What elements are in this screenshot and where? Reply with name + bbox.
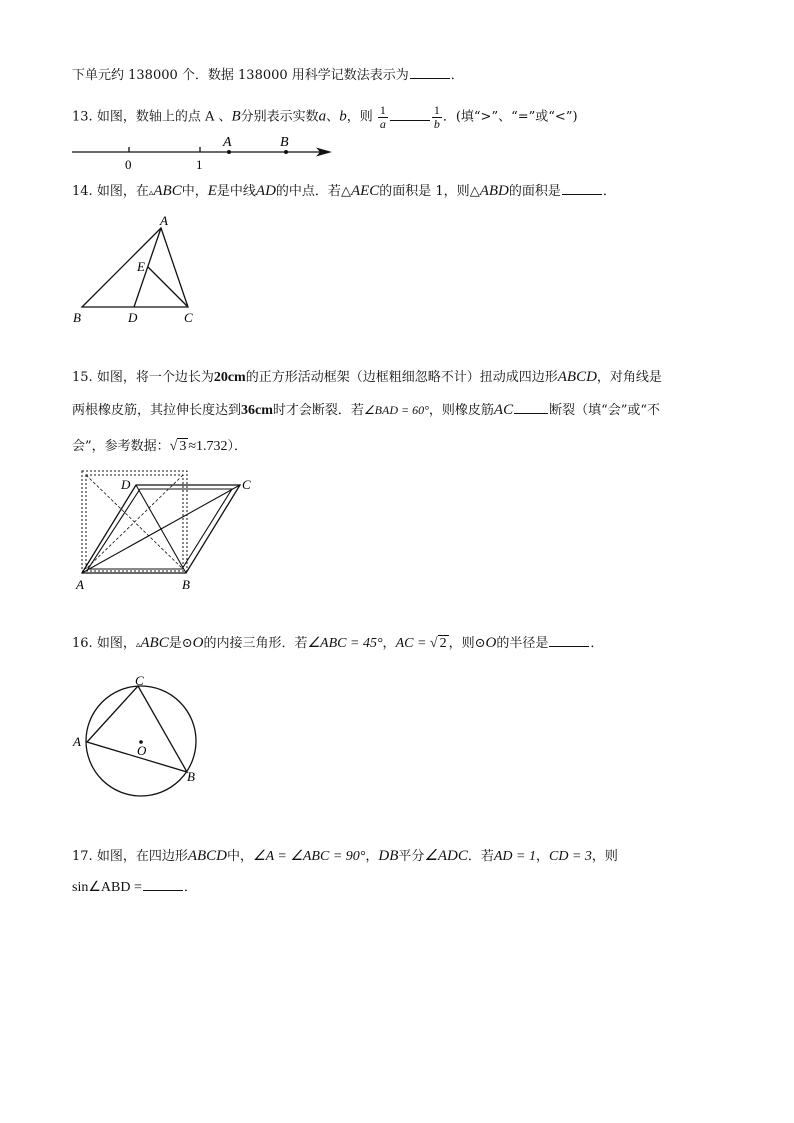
question-number: 16. bbox=[72, 636, 93, 651]
sqrt-symbol: √ bbox=[169, 439, 178, 454]
q17-db: DB bbox=[378, 848, 399, 864]
label-c: C bbox=[135, 673, 144, 688]
inscribed-triangle bbox=[87, 686, 187, 772]
label-b: B bbox=[187, 769, 195, 784]
q14-ad: AD bbox=[255, 183, 276, 199]
question-number: 13. bbox=[72, 109, 93, 125]
label-c: C bbox=[242, 477, 251, 492]
triangle-symbol: ▵ bbox=[148, 188, 154, 198]
q14-t6: 的面积是 bbox=[508, 184, 561, 199]
q17-t1: 如图，在四边形 bbox=[96, 849, 188, 864]
q15-l1-c: ，对角线是 bbox=[596, 370, 662, 385]
triangle-abc-figure bbox=[70, 210, 210, 328]
q15-abcd: ABCD bbox=[557, 369, 597, 385]
q16-line bbox=[72, 636, 603, 651]
label-a: A bbox=[223, 135, 232, 150]
label-o: O bbox=[137, 743, 147, 758]
q16-t6: 的半径是 bbox=[496, 636, 549, 651]
q15-len1: 20cm bbox=[213, 370, 246, 385]
q16-t3: 的内接三角形．若 bbox=[203, 636, 308, 651]
label-a: A bbox=[73, 734, 81, 749]
frac-den: a bbox=[379, 116, 386, 131]
question-number: 14. bbox=[72, 184, 93, 199]
q17-t6: ， bbox=[535, 849, 549, 864]
triangle-symbol: △ bbox=[340, 184, 351, 199]
q15-ac: AC bbox=[493, 402, 514, 418]
q13-b-var: B bbox=[231, 108, 241, 125]
q14-t1: 如图，在 bbox=[96, 184, 149, 199]
q15-answer-blank[interactable] bbox=[514, 413, 548, 414]
q16-abc: ABC bbox=[140, 635, 169, 651]
q15-angle: ∠BAD = 60° bbox=[363, 403, 429, 417]
q15-l2-d: 断裂（填“会”或“不 bbox=[549, 403, 661, 418]
circle-symbol: ⊙ bbox=[181, 636, 193, 651]
frac-den: b bbox=[433, 116, 440, 131]
q14-period: ． bbox=[602, 184, 616, 199]
q13-b-sym: b bbox=[339, 108, 347, 125]
segment-ec bbox=[148, 267, 188, 307]
q16-t4: ， bbox=[382, 636, 396, 651]
q17-angles: ∠A = ∠ABC = 90° bbox=[253, 849, 366, 864]
q15-l2-c: ，则橡皮筋 bbox=[428, 403, 494, 418]
q13-text-b: 分别表示实数 bbox=[240, 109, 319, 125]
q16-angle: ∠ABC = 45° bbox=[307, 636, 383, 651]
circle-figure bbox=[70, 672, 210, 802]
q15-line-1 bbox=[72, 370, 662, 385]
q14-line bbox=[72, 184, 616, 199]
sqrt-value: 3 bbox=[179, 439, 187, 454]
label-b: B bbox=[73, 310, 81, 325]
q15-approx: ≈1.732 bbox=[188, 439, 228, 454]
q12-line bbox=[72, 69, 464, 82]
q16-t2: 是 bbox=[168, 636, 182, 651]
label-d: D bbox=[121, 477, 131, 492]
triangle-symbol: ▵ bbox=[135, 640, 141, 650]
diagonal-bd bbox=[136, 485, 186, 573]
q12-text: 下单元约 138000 个．数据 138000 用科学记数法表示为 bbox=[72, 68, 409, 83]
q16-o2: O bbox=[485, 635, 497, 651]
frac-num: 1 bbox=[433, 103, 440, 117]
frac-num: 1 bbox=[379, 103, 386, 117]
tick-label-1: 1 bbox=[196, 157, 203, 172]
q16-answer-blank[interactable] bbox=[549, 646, 589, 647]
q17-adc: ∠ADC bbox=[424, 848, 468, 864]
q14-aec: AEC bbox=[350, 183, 380, 199]
q14-abd: ABD bbox=[479, 183, 509, 199]
q14-e: E bbox=[207, 183, 217, 199]
q17-cd: CD = 3 bbox=[549, 849, 592, 864]
q15-l2-b: 时才会断裂．若 bbox=[272, 403, 364, 418]
label-a: A bbox=[76, 577, 84, 592]
parallelogram-figure bbox=[70, 465, 270, 595]
tick-label-0: 0 bbox=[125, 157, 132, 172]
q14-t4: 的中点．若 bbox=[275, 184, 341, 199]
q12-period: ． bbox=[450, 68, 464, 83]
circle-symbol: ⊙ bbox=[474, 636, 486, 651]
sqrt-symbol: √ bbox=[429, 636, 438, 651]
label-c: C bbox=[184, 310, 193, 325]
q16-t5: ，则 bbox=[448, 636, 475, 651]
point-b bbox=[284, 150, 288, 154]
q14-t2: 中， bbox=[181, 184, 208, 199]
q17-line-2 bbox=[72, 881, 197, 895]
label-a: A bbox=[160, 213, 168, 228]
sqrt-value: 2 bbox=[439, 636, 447, 651]
q13-sep: 、 bbox=[326, 109, 340, 125]
q17-abcd: ABCD bbox=[187, 848, 228, 864]
q15-l1-a: 如图，将一个边长为 bbox=[96, 370, 214, 385]
fraction-1-over-b bbox=[432, 104, 442, 130]
q14-answer-blank[interactable] bbox=[562, 194, 602, 195]
q14-t3: 是中线 bbox=[216, 184, 256, 199]
q17-answer-blank[interactable] bbox=[143, 890, 183, 891]
q15-l2-a: 两根橡皮筋，其拉伸长度达到 bbox=[72, 403, 242, 418]
question-number: 15. bbox=[72, 370, 93, 385]
number-line-figure bbox=[70, 132, 340, 172]
q17-t4: 平分 bbox=[398, 849, 425, 864]
q16-t1: 如图， bbox=[96, 636, 136, 651]
fraction-1-over-a bbox=[378, 104, 388, 130]
q13-text-c: ，则 bbox=[346, 109, 373, 125]
q17-ad: AD = 1 bbox=[493, 849, 536, 864]
point-a bbox=[227, 150, 231, 154]
label-b: B bbox=[280, 135, 289, 150]
label-d: D bbox=[128, 310, 138, 325]
q15-l3-b: ）． bbox=[227, 439, 248, 454]
q15-l1-b: 的正方形活动框架（边框粗细忽略不计）扭动成四边形 bbox=[245, 370, 558, 385]
q17-t2: 中， bbox=[227, 849, 254, 864]
q15-line-3 bbox=[72, 440, 247, 454]
q17-t5: ．若 bbox=[467, 849, 494, 864]
question-number: 17. bbox=[72, 849, 93, 864]
q17-line-1 bbox=[72, 849, 618, 864]
q17-t7: ，则 bbox=[591, 849, 618, 864]
q16-ac-eq: AC = bbox=[395, 636, 430, 651]
q17-sin-expr: sin∠ABD = bbox=[72, 880, 142, 895]
q15-l3-a: 会”，参考数据： bbox=[72, 439, 170, 454]
q12-answer-blank[interactable] bbox=[410, 78, 450, 79]
label-b: B bbox=[182, 577, 190, 592]
q13-text-a: 如图，数轴上的点 A 、 bbox=[96, 109, 232, 125]
q15-len2: 36cm bbox=[241, 403, 273, 418]
label-e: E bbox=[137, 259, 145, 274]
q15-line-2 bbox=[72, 403, 660, 418]
q14-abc: ABC bbox=[153, 183, 182, 199]
q13-line bbox=[72, 104, 578, 130]
q13-fill-hint: ．(填“>”、“=”或“<”) bbox=[442, 109, 578, 125]
q14-t5: 的面积是 1，则 bbox=[379, 184, 470, 199]
q16-period: ． bbox=[590, 636, 604, 651]
q13-answer-blank[interactable] bbox=[390, 120, 430, 121]
triangle-abc bbox=[82, 228, 188, 307]
q13-a-sym: a bbox=[318, 108, 327, 125]
q16-o: O bbox=[192, 635, 204, 651]
triangle-symbol: △ bbox=[469, 184, 480, 199]
q17-period: ． bbox=[183, 880, 197, 895]
q17-t3: ， bbox=[365, 849, 379, 864]
